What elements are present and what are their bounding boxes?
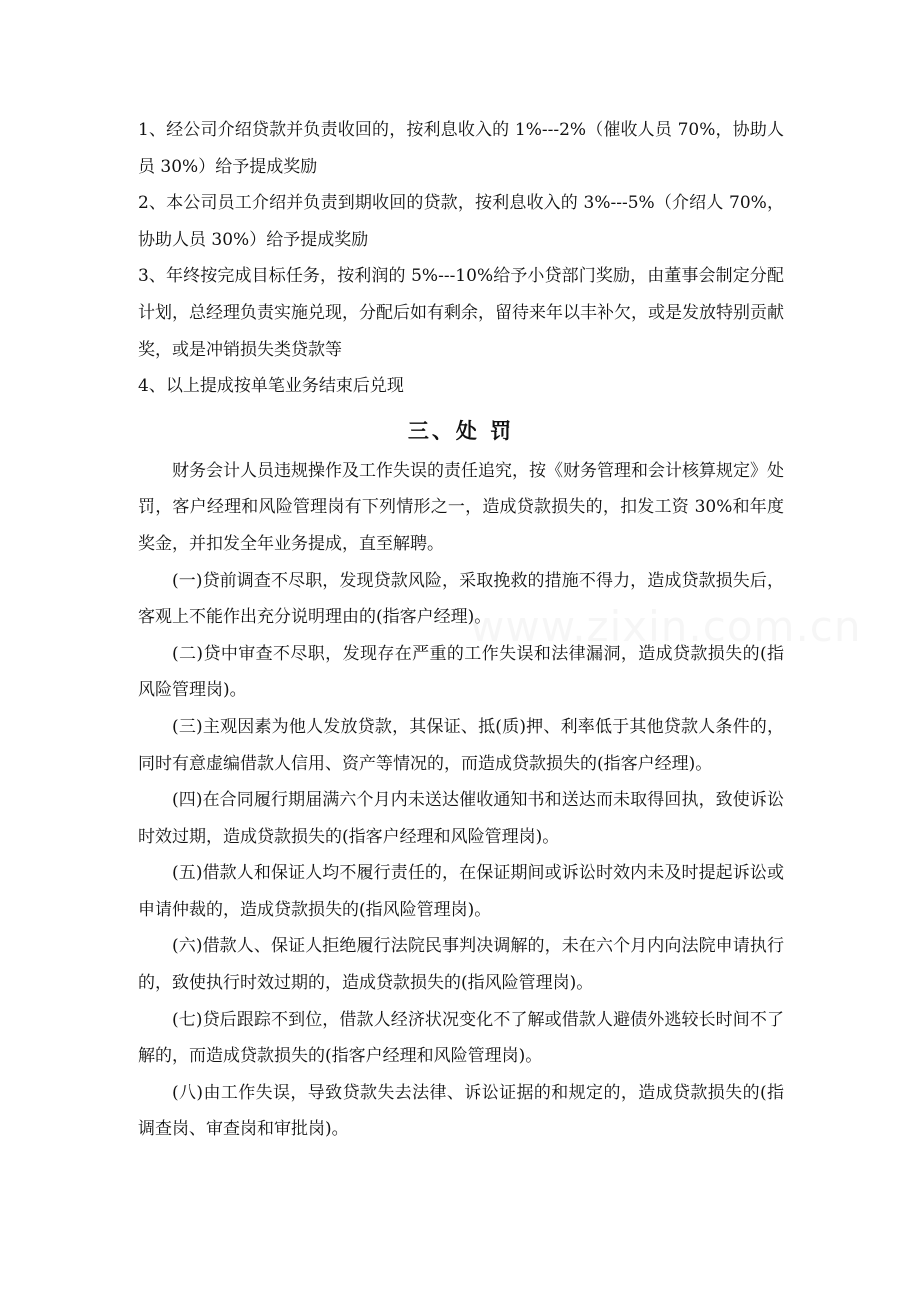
penalty-item-4: (四)在合同履行期届满六个月内未送达催收通知书和送达而未取得回执，致使诉讼时效过期，造成贷款损失的(指客户经理和风险管理岗)。 xyxy=(138,790,784,847)
penalty-item-3: (三)主观因素为他人发放贷款，其保证、抵(质)押、利率低于其他贷款人条件的，同时有意虚编借款人信用、资产等情况的，而造成贷款损失的(指客户经理)。 xyxy=(138,716,784,774)
penalty-intro: 财务会计人员违规操作及工作失误的责任追究，按《财务管理和会计核算规定》处罚，客户经理和风险管理岗有下列情形之一，造成贷款损失的，扣发工资 30%和年度奖金，并扣发全年业务提成，直至解聘。 xyxy=(138,460,784,554)
watermark: www.zixin.com.cn xyxy=(470,602,862,651)
penalty-item-6: (六)借款人、保证人拒绝履行法院民事判决调解的，未在六个月内向法院申请执行的，致使执行时效过期的，造成贷款损失的(指风险管理岗)。 xyxy=(138,936,784,994)
reward-item-1: 1、经公司介绍贷款并负责收回的，按利息收入的 1%---2%（催收人员 70%，协助人员 30%）给予提成奖励 xyxy=(138,120,784,177)
penalty-item-2: (二)贷中审查不尽职，发现存在严重的工作失误和法律漏洞，造成贷款损失的(指风险管理岗)。 xyxy=(138,643,784,701)
penalty-item-1: (一)贷前调查不尽职，发现贷款风险，采取挽救的措施不得力，造成贷款损失后，客观上不能作出充分说明理由的(指客户经理)。 xyxy=(138,570,784,628)
reward-item-2: 2、本公司员工介绍并负责到期收回的贷款，按利息收入的 3%---5%（介绍人 70%，协助人员 30%）给予提成奖励 xyxy=(138,193,784,250)
reward-item-3: 3、年终按完成目标任务，按利润的 5%---10%给予小贷部门奖励，由董事会制定分配计划，总经理负责实施兑现，分配后如有剩余，留待来年以丰补欠，或是发放特别贡献奖，或是冲销损失类贷款等 xyxy=(138,266,784,360)
penalty-item-8: (八)由工作失误，导致贷款失去法律、诉讼证据的和规定的，造成贷款损失的(指调查岗、审查岗和审批岗)。 xyxy=(138,1082,784,1140)
section-title-penalty: 三、处 罚 xyxy=(407,417,515,443)
penalty-item-5: (五)借款人和保证人均不履行责任的，在保证期间或诉讼时效内未及时提起诉讼或申请仲裁的，造成贷款损失的(指风险管理岗)。 xyxy=(138,863,784,920)
reward-item-4: 4、以上提成按单笔业务结束后兑现 xyxy=(138,376,404,397)
penalty-item-7: (七)贷后跟踪不到位，借款人经济状况变化不了解或借款人避债外逃较长时间不了解的，而造成贷款损失的(指客户经理和风险管理岗)。 xyxy=(138,1009,784,1067)
